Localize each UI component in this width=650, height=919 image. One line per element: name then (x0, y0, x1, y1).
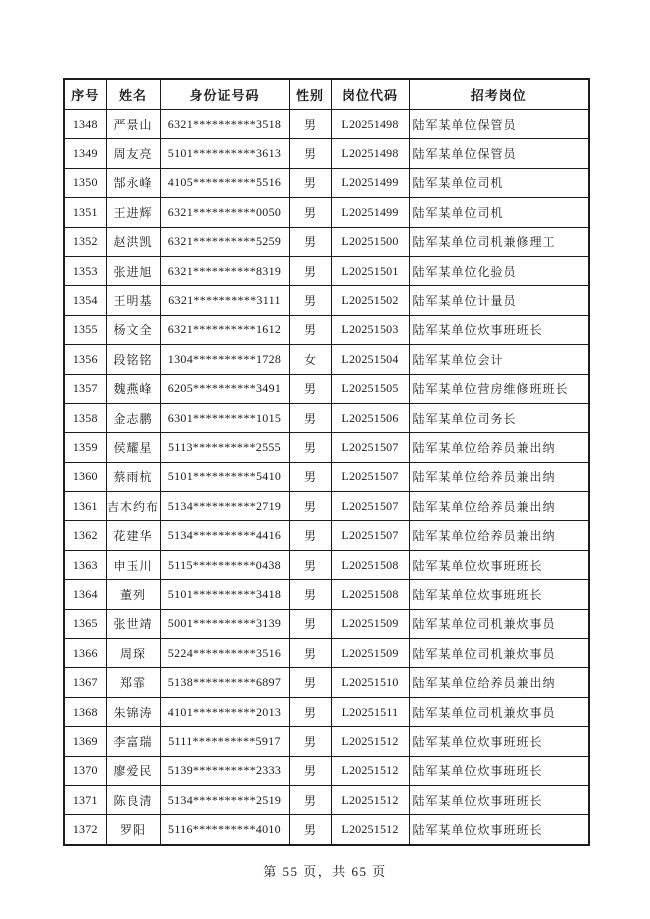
cell-position-title: 陆军某单位司机 (409, 168, 589, 197)
cell-position-title: 陆军某单位保管员 (409, 110, 589, 139)
table-row (64, 668, 589, 697)
cell-name: 朱锦涛 (106, 697, 160, 726)
table-row (64, 315, 589, 344)
cell-position-code: L20251507 (331, 492, 409, 521)
cell-serial: 1360 (64, 462, 106, 491)
cell-name: 申玉川 (106, 550, 160, 579)
cell-id-number: 6321**********3518 (160, 110, 289, 139)
cell-serial: 1361 (64, 492, 106, 521)
cell-id-number: 5138**********6897 (160, 668, 289, 697)
cell-position-title: 陆军某单位司机 (409, 198, 589, 227)
cell-id-number: 5134**********4416 (160, 521, 289, 550)
cell-id-number: 5001**********3139 (160, 609, 289, 638)
cell-name: 王明基 (106, 286, 160, 315)
cell-name: 廖爱民 (106, 756, 160, 785)
cell-position-title: 陆军某单位司机兼炊事员 (409, 609, 589, 638)
cell-serial: 1366 (64, 639, 106, 668)
cell-serial: 1353 (64, 256, 106, 285)
cell-position-title: 陆军某单位炊事班班长 (409, 580, 589, 609)
cell-gender: 男 (289, 374, 331, 403)
cell-id-number: 1304**********1728 (160, 345, 289, 374)
cell-id-number: 5101**********5410 (160, 462, 289, 491)
cell-name: 郑霏 (106, 668, 160, 697)
table-row (64, 168, 589, 197)
cell-name: 严景山 (106, 110, 160, 139)
cell-serial: 1359 (64, 433, 106, 462)
cell-name: 魏燕峰 (106, 374, 160, 403)
table-row (64, 198, 589, 227)
cell-id-number: 6321**********0050 (160, 198, 289, 227)
cell-name: 花建华 (106, 521, 160, 550)
cell-position-code: L20251498 (331, 110, 409, 139)
column-header-id-number: 身份证号码 (160, 79, 289, 110)
cell-gender: 男 (289, 256, 331, 285)
cell-serial: 1351 (64, 198, 106, 227)
cell-position-code: L20251499 (331, 198, 409, 227)
cell-gender: 男 (289, 550, 331, 579)
cell-serial: 1371 (64, 785, 106, 814)
cell-gender: 男 (289, 433, 331, 462)
table-row (64, 345, 589, 374)
cell-id-number: 5115**********0438 (160, 550, 289, 579)
cell-position-title: 陆军某单位给养员兼出纳 (409, 462, 589, 491)
cell-position-code: L20251501 (331, 256, 409, 285)
cell-id-number: 5113**********2555 (160, 433, 289, 462)
cell-id-number: 5116**********4010 (160, 815, 289, 845)
cell-name: 杨文全 (106, 315, 160, 344)
cell-gender: 男 (289, 168, 331, 197)
cell-serial: 1368 (64, 697, 106, 726)
cell-position-code: L20251507 (331, 433, 409, 462)
cell-gender: 男 (289, 492, 331, 521)
cell-name: 张世靖 (106, 609, 160, 638)
table-row (64, 697, 589, 726)
cell-position-title: 陆军某单位炊事班班长 (409, 315, 589, 344)
cell-position-title: 陆军某单位给养员兼出纳 (409, 433, 589, 462)
cell-position-title: 陆军某单位给养员兼出纳 (409, 492, 589, 521)
cell-position-code: L20251508 (331, 580, 409, 609)
cell-position-title: 陆军某单位炊事班班长 (409, 727, 589, 756)
cell-position-title: 陆军某单位司机兼炊事员 (409, 697, 589, 726)
table-row (64, 227, 589, 256)
cell-gender: 男 (289, 139, 331, 168)
cell-position-title: 陆军某单位给养员兼出纳 (409, 668, 589, 697)
cell-gender: 男 (289, 697, 331, 726)
cell-gender: 男 (289, 756, 331, 785)
cell-id-number: 6321**********1612 (160, 315, 289, 344)
cell-serial: 1349 (64, 139, 106, 168)
cell-position-code: L20251509 (331, 609, 409, 638)
cell-serial: 1367 (64, 668, 106, 697)
cell-gender: 男 (289, 580, 331, 609)
cell-position-title: 陆军某单位炊事班班长 (409, 815, 589, 845)
column-header-position-code: 岗位代码 (331, 79, 409, 110)
cell-id-number: 6205**********3491 (160, 374, 289, 403)
cell-position-code: L20251510 (331, 668, 409, 697)
cell-id-number: 6321**********3111 (160, 286, 289, 315)
recruitment-table (63, 78, 590, 846)
cell-name: 郜永峰 (106, 168, 160, 197)
cell-gender: 男 (289, 727, 331, 756)
table-row (64, 139, 589, 168)
cell-gender: 男 (289, 521, 331, 550)
cell-id-number: 6321**********5259 (160, 227, 289, 256)
cell-name: 张进旭 (106, 256, 160, 285)
cell-name: 李富瑞 (106, 727, 160, 756)
cell-position-code: L20251512 (331, 785, 409, 814)
cell-serial: 1357 (64, 374, 106, 403)
table-row (64, 785, 589, 814)
cell-position-code: L20251503 (331, 315, 409, 344)
header-row (64, 79, 589, 110)
page-number-footer: 第 55 页，共 65 页 (263, 864, 387, 879)
cell-position-code: L20251511 (331, 697, 409, 726)
column-header-position-title: 招考岗位 (409, 79, 589, 110)
table-body (64, 110, 589, 845)
cell-id-number: 5101**********3418 (160, 580, 289, 609)
cell-serial: 1352 (64, 227, 106, 256)
cell-id-number: 5111**********5917 (160, 727, 289, 756)
cell-id-number: 5224**********3516 (160, 639, 289, 668)
cell-gender: 男 (289, 815, 331, 845)
cell-name: 王进辉 (106, 198, 160, 227)
cell-serial: 1350 (64, 168, 106, 197)
cell-name: 金志鹏 (106, 403, 160, 432)
cell-position-code: L20251505 (331, 374, 409, 403)
cell-position-code: L20251502 (331, 286, 409, 315)
column-header-name: 姓名 (106, 79, 160, 110)
cell-position-code: L20251512 (331, 727, 409, 756)
cell-gender: 男 (289, 785, 331, 814)
cell-gender: 男 (289, 639, 331, 668)
cell-gender: 男 (289, 668, 331, 697)
cell-position-title: 陆军某单位给养员兼出纳 (409, 521, 589, 550)
column-header-serial: 序号 (64, 79, 106, 110)
cell-position-code: L20251509 (331, 639, 409, 668)
cell-gender: 男 (289, 227, 331, 256)
cell-position-code: L20251498 (331, 139, 409, 168)
cell-id-number: 5101**********3613 (160, 139, 289, 168)
cell-position-code: L20251500 (331, 227, 409, 256)
cell-serial: 1369 (64, 727, 106, 756)
cell-position-code: L20251506 (331, 403, 409, 432)
cell-name: 蔡雨杭 (106, 462, 160, 491)
cell-position-code: L20251508 (331, 550, 409, 579)
cell-serial: 1370 (64, 756, 106, 785)
cell-position-title: 陆军某单位司务长 (409, 403, 589, 432)
cell-name: 董列 (106, 580, 160, 609)
cell-serial: 1355 (64, 315, 106, 344)
cell-name: 段铭铭 (106, 345, 160, 374)
cell-id-number: 4105**********5516 (160, 168, 289, 197)
cell-name: 陈良清 (106, 785, 160, 814)
cell-gender: 男 (289, 110, 331, 139)
table-row (64, 815, 589, 845)
cell-name: 赵洪凯 (106, 227, 160, 256)
cell-serial: 1348 (64, 110, 106, 139)
table-row (64, 110, 589, 139)
cell-position-title: 陆军某单位炊事班班长 (409, 756, 589, 785)
table-row (64, 521, 589, 550)
cell-position-title: 陆军某单位炊事班班长 (409, 785, 589, 814)
cell-gender: 男 (289, 198, 331, 227)
cell-position-title: 陆军某单位司机兼炊事员 (409, 639, 589, 668)
table-row (64, 756, 589, 785)
table-row (64, 580, 589, 609)
recruitment-table-container (63, 78, 590, 846)
cell-position-title: 陆军某单位会计 (409, 345, 589, 374)
cell-position-title: 陆军某单位保管员 (409, 139, 589, 168)
table-row (64, 374, 589, 403)
table-row (64, 492, 589, 521)
cell-serial: 1372 (64, 815, 106, 845)
table-row (64, 286, 589, 315)
cell-id-number: 6321**********8319 (160, 256, 289, 285)
cell-name: 侯耀星 (106, 433, 160, 462)
cell-serial: 1365 (64, 609, 106, 638)
cell-position-code: L20251507 (331, 462, 409, 491)
table-row (64, 462, 589, 491)
cell-serial: 1358 (64, 403, 106, 432)
cell-serial: 1356 (64, 345, 106, 374)
table-row (64, 403, 589, 432)
cell-name: 罗阳 (106, 815, 160, 845)
cell-position-code: L20251512 (331, 815, 409, 845)
cell-gender: 男 (289, 462, 331, 491)
table-row (64, 639, 589, 668)
table-row (64, 256, 589, 285)
cell-position-code: L20251499 (331, 168, 409, 197)
cell-gender: 男 (289, 403, 331, 432)
cell-id-number: 6301**********1015 (160, 403, 289, 432)
cell-position-title: 陆军某单位营房维修班班长 (409, 374, 589, 403)
cell-position-title: 陆军某单位计量员 (409, 286, 589, 315)
cell-gender: 女 (289, 345, 331, 374)
cell-serial: 1363 (64, 550, 106, 579)
cell-gender: 男 (289, 609, 331, 638)
cell-position-code: L20251504 (331, 345, 409, 374)
cell-position-title: 陆军某单位司机兼修理工 (409, 227, 589, 256)
table-row (64, 550, 589, 579)
cell-serial: 1362 (64, 521, 106, 550)
column-header-gender: 性别 (289, 79, 331, 110)
cell-name: 周友亮 (106, 139, 160, 168)
cell-name: 吉木约布 (106, 492, 160, 521)
table-row (64, 433, 589, 462)
table-row (64, 727, 589, 756)
cell-position-title: 陆军某单位化验员 (409, 256, 589, 285)
cell-id-number: 5139**********2333 (160, 756, 289, 785)
cell-gender: 男 (289, 315, 331, 344)
cell-name: 周琛 (106, 639, 160, 668)
cell-id-number: 5134**********2719 (160, 492, 289, 521)
table-row (64, 609, 589, 638)
cell-gender: 男 (289, 286, 331, 315)
cell-serial: 1354 (64, 286, 106, 315)
cell-id-number: 5134**********2519 (160, 785, 289, 814)
cell-id-number: 4101**********2013 (160, 697, 289, 726)
cell-serial: 1364 (64, 580, 106, 609)
cell-position-code: L20251512 (331, 756, 409, 785)
cell-position-title: 陆军某单位炊事班班长 (409, 550, 589, 579)
cell-position-code: L20251507 (331, 521, 409, 550)
